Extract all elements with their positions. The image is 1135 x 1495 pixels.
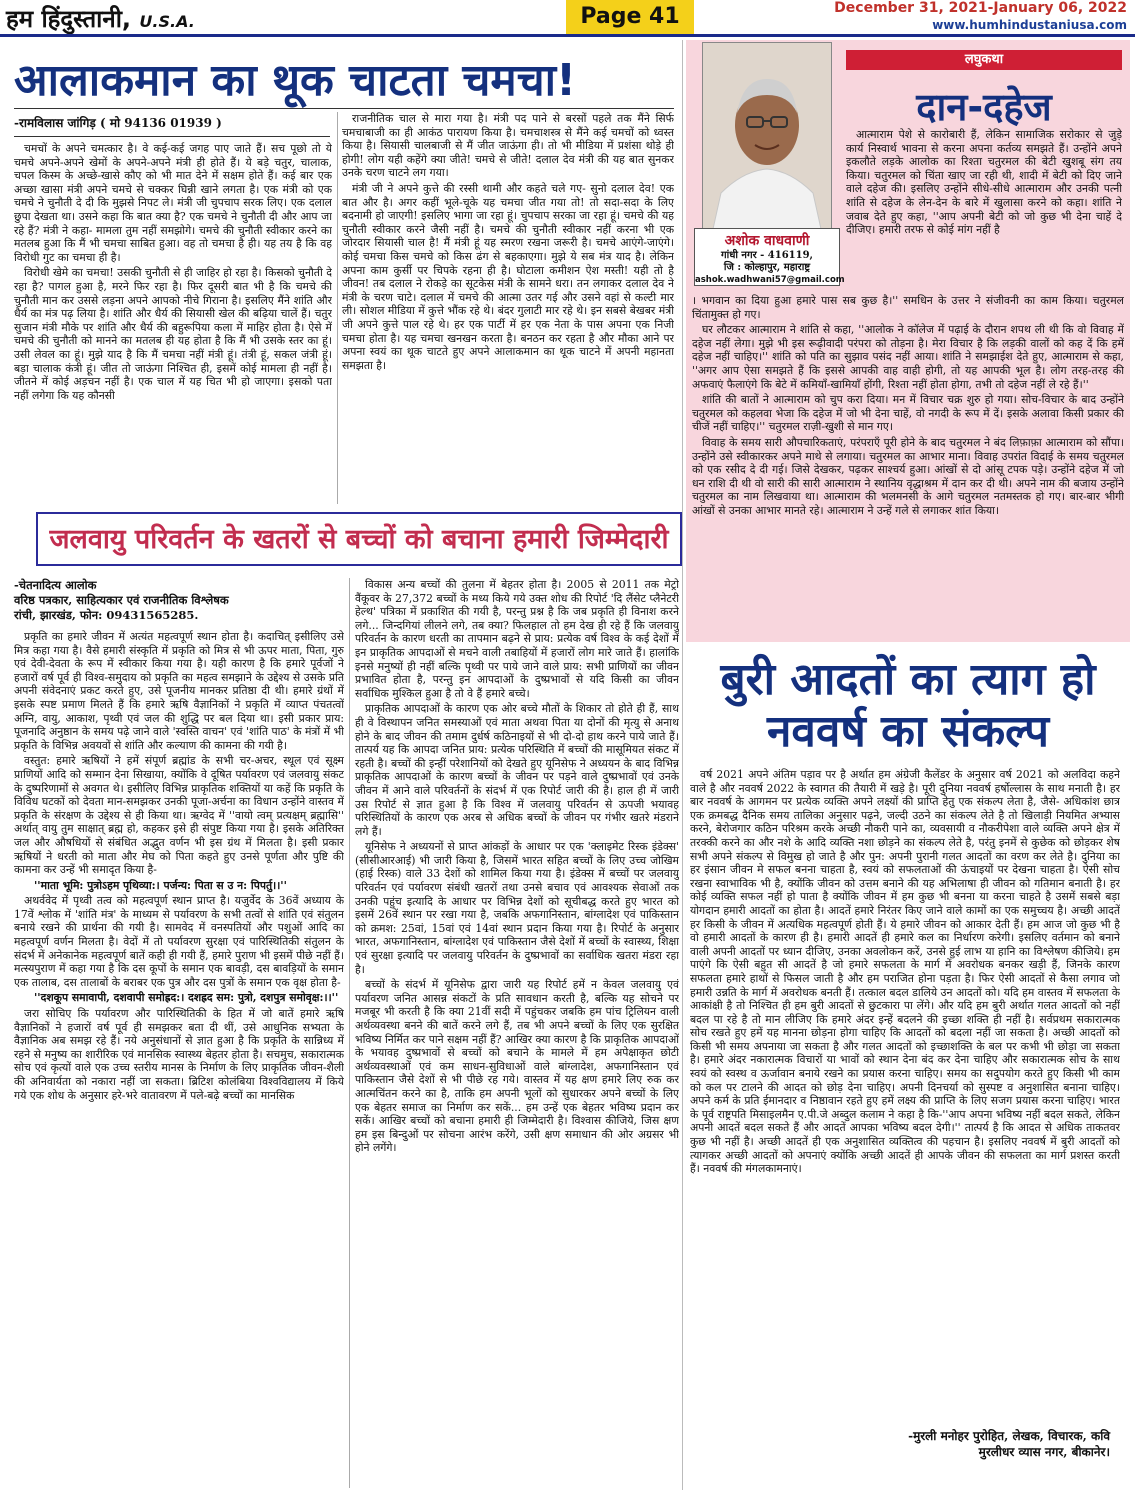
article3-intro xyxy=(846,128,1122,292)
paragraph: विकास अन्य बच्चों की तुलना में बेहतर होता है। 2005 से 2011 तक मेट्रो वैंकूवर के 27,372 बच्चों के मध्य किये गये उक्त शोध की रिपोर्ट 'दि लैंसेट प्लैनेटरी हेल्थ' पत्रिका में प्रकाशित की गयी है, परन्तु प्रश्न है कि जब प्रकृति ही विनाश करने लगे... जिन्दगियां लीलने लगे, तब क्या? फिलहाल तो हम देख ही रहे हैं कि जलवायु परिवर्तन के कारण धरती का तापमान बढ़ने से प्राय: प्रत्येक वर्ष विश्व के कई देशों में इन प्राकृतिक आपदाओं से मचने वाली तबाहियों में हजारों लोग मारे जाते हैं। हालांकि इनसे मनुष्यों ही नहीं बल्कि पृथ्वी पर पाये जाने वाले प्राय: सभी प्राणियों का जीवन प्रभावित होता है, परन्तु इन आपदाओं के दुष्प्रभावों से यदि किसी का जीवन सर्वाधिक मुश्किल हुआ है तो वे हैं हमारे बच्चे। xyxy=(355,578,679,700)
author-title: वरिष्ठ पत्रकार, साहित्यकार एवं राजनीतिक विश्लेषक xyxy=(14,593,229,607)
author-contact: रांची, झारखंड, फोन: 09431565285. xyxy=(14,608,199,622)
article3-headline: दान-दहेज xyxy=(916,85,1052,129)
article3-body xyxy=(692,294,1124,640)
signature-line: मुरलीधर व्यास नगर, बीकानेर। xyxy=(978,1445,1110,1459)
author-caption xyxy=(694,228,845,286)
paragraph: वर्ष 2021 अपने अंतिम पड़ाव पर है अर्थात हम अंग्रेजी कैलेंडर के अनुसार वर्ष 2021 को अलविदा कहने वाले है और नववर्ष 2022 के स्वागत की तैयारी में खड़े है। पूरी दुनिया नववर्ष हर्षोल्लास के साथ मनाती है। हर बार नववर्ष के आगमन पर प्रत्येक व्यक्ति अपने लक्ष्यों की प्राप्ति हेतु एक संकल्प लेता है, जैसे- अधिकांश छात्र एक क्रमबद्ध दैनिक समय तालिका अनुसार पढ़ने, जल्दी उठने का संकल्प लेते है तो खिलाड़ी नियमित अभ्यास करने, बेरोजगार कठिन परिश्रम करके अच्छी नौकरी पाने का, व्यवसायी व नौकरीपेशा वाले व्यक्ति अपने क्षेत्र में तरक्की करने का और नशे के आदि व्यक्ति नशा छोड़ने का संकल्प लेते है, परंतु इनमें से कुछेक को छोड़कर शेष सभी अपने संकल्प से विमुख हो जाते है और पुन: अपनी पुरानी गलत आदतों का वरण कर लेते है। दुनिया का हर इंसान जीवन मे सफल बनना चाहता है, स्वयं को सफलताओं की ऊंचाइयों पर देखना चाहता है। ऐसी सोच रखना स्वाभाविक भी है, क्योंकि जीवन को उत्तम बनाने की यह अभिलाषा ही जीवन को गतिमान बनाती है। हर कोई व्यक्ति सफल नहीं हो पाता है क्योंकि जीवन में हम कुछ भी बनना या करना चाहते है उसमें सबसे बड़ा योगदान हमारी आदतों का होता है। आदतें हमारे निरंतर किए जाने वाले कामों का एक समुच्चय है। अच्छी आदतें हर किसी के जीवन में अत्यधिक महत्वपूर्ण होती हैं। ये हमारे जीवन को आकार देती हैं। हम आज जो कुछ भी है वो हमारी आदतों के कारण ही है। हमारी आदतें ही हमारे कल का निर्धारण करेगी। इसलिए वर्तमान को बनाने वाली अपनी आदतों पर ध्यान दीजिए, उनका अवलोकन करें, उनसे हुई लाभ या हानि का विश्लेषण कीजिये। हम पाएंगे कि ऐसी बहुत सी आदतें है जो हमारे सफलता के मार्ग में अवरोधक बनकर खड़ी हैं, जिनके कारण सफलता हमारे हाथों से फिसल जाती है और हम पराजित होना पड़ता है। फिर ऐसी आदतों से कैसा लगाव जो हमारी उन्नति के मार्ग में अवरोधक बनती हैं। तत्काल बदल डालिये उन आदतों को। यदि हम वास्तव में सफलता के आकांक्षी है तो निश्चित ही हम बुरी आदतों से छुटकारा पा लेंगे। और यदि हम बुरी अर्थात गलत आदतों को नहीं बदल पा रहे है तो मान लीजिए कि हमारे अंदर इन्हें बदलने की इच्छा शक्ति ही नहीं है। सर्वप्रथम सकारात्मक सोच रखते हुए हमें यह मानना छोड़ना होगा चाहिए कि आदतों को बदला नहीं जा सकता है। अच्छी आदतों को किसी भी समय अपनाया जा सकता है और गलत आदतों को इच्छाशक्ति के बल पर कभी भी छोड़ा जा सकता है। हमारे अंदर नकारात्मक विचारों या भावों को स्थान देना बंद कर देना चाहिए और सकारात्मक सोच के साथ स्वयं को स्वस्थ व ऊर्जावान बनाये रखने का प्रयास करना चाहिए। समय का सदुपयोग करते हुए किसी भी काम को कल पर टालने की आदत को छोड़ देना चाहिए। अपनी दिनचर्या को सुस्पष्ट व अनुशासित बनाना चाहिए। अपने कर्म के प्रति ईमानदार व निष्ठावान रहते हुए हमें लक्ष्य की प्राप्ति के लिए सजग प्रयास करना चाहिए। भारत के पूर्व राष्ट्रपति मिसाइलमैन ए.पी.जे अब्दुल कलाम ने कहा है कि-''आप अपना भविष्य नहीं बदल सकते, लेकिन अपनी आदतें बदल सकते हैं और आदतें आपका भविष्य बदल देगी।'' तात्पर्य है कि आदत से अधिक ताकतवर कुछ भी नहीं है। अच्छी आदतें ही एक अनुशासित व्यक्तित्व की पहचान है। इसलिए नववर्ष में बुरी आदतों को त्यागकर अच्छी आदतों को अपनाएं क्योंकि अच्छी आदतें ही आपके जीवन की सफलता का मार्ग प्रशस्त करती हैं। नववर्ष की मंगलकामनाएं। xyxy=(690,768,1120,1176)
column-divider xyxy=(337,112,338,504)
section-kicker: लघुकथा xyxy=(846,50,1122,70)
author-email[interactable]: ashok.wadhwani57@gmail.com xyxy=(695,275,845,285)
paragraph: आत्माराम पेशे से कारोबारी हैं, लेकिन सामाजिक सरोकार से जुड़े कार्य निस्वार्थ भावना से करना अपना कर्तव्य समझते हैं। उन्होंने अपने इकलौते लड़के आलोक का रिश्ता चतुरमल की बेटी खुशबू संग तय किया। चतुरमल को चिंता खाए जा रही थी, शादी में बेटी को दिए जाने वाले दहेज की। इसलिए उन्होंने सीधे-सीधे आत्माराम और उनकी पत्नी शांति से दहेज के लेन-देन के बारे में खुलासा करने को कहा। शांति ने जवाब देते हुए कहा, ''आप अपनी बेटी को जो कुछ भी देना चाहें दे दीजिए। हमारी तरफ से कोई मांग नहीं है xyxy=(846,128,1122,237)
paragraph: घर लौटकर आत्माराम ने शांति से कहा, ''आलोक ने कॉलेज में पढ़ाई के दौरान शपथ ली थी कि वो विवाह में दहेज नहीं लेगा। मुझे भी इस रूढ़ीवादी परंपरा को तोड़ना है। मेरा विचार है कि लड़की वालों को कह दें कि हमें दहेज नहीं चाहिए।'' शांति को पति का सुझाव पसंद नहीं आया। शांति ने समझाईश देते हुए, आत्माराम से कहा, ''अगर आप ऐसा समझते हैं कि इससे आपकी वाह वाही होगी, तो यह आपकी भूल है। लोग तरह-तरह की अफवाएं फैलाएंगे कि बेटे में कमियाँ-खामियाँ होंगी, रिश्ता नहीं होता होगा, तभी तो दहेज नहीं ले रहे हैं।'' xyxy=(692,323,1124,391)
divider xyxy=(14,136,330,137)
masthead-rule xyxy=(0,34,1135,37)
website-link[interactable]: www.humhindustaniusa.com xyxy=(932,18,1127,32)
paragraph: चमचों के अपने चमत्कार है। वे कई-कई जगह पाए जाते हैं। सच पूछो तो ये चमचे अपने-अपने खेमों के अपने-अपने मंत्री ही होते हैं। ये बड़े चतुर, चालाक, चपल किस्म के अच्छे-खासे कौए को भी मात देने में सक्षम होते हैं। कई बार एक अच्छा खासा मंत्री अपने चमचे से चक्कर घिन्नी खाने लगता है। एक मंत्री को एक चमचे ने चुनौती दे दी कि मुझसे निपट ले। मंत्री जी चुपचाप सरक लिए। एक दलाल छुपा देखता था। उसने कहा कि बात क्या है? एक चमचे ने चुनौती दी और आप जा रहे हैं? मंत्री ने कहा- मामला तुम नहीं समझोगे। चमचे की चुनौती स्वीकार करने का मतलब हुआ कि मैं भी चमचा साबित हुआ। वह तो चमचा है ही। यह तय है कि वह विरोधी गुट का चमचा ही है। xyxy=(14,142,332,264)
paragraph: वस्तुत: हमारे ऋषियों ने हमें संपूर्ण ब्रह्मांड के सभी चर-अचर, स्थूल एवं सूक्ष्म प्राणियों आदि को सम्मान देना सिखाया, क्योंकि वे दूषित पर्यावरण एवं जलवायु संकट के दुष्परिणामों से अवगत थे। इसीलिए विभिन्न प्राकृतिक शक्तियों या कहें कि प्रकृति के विविध घटकों को देवता मान-समझकर उनकी पूजा-अर्चना का विधान उन्होंने वास्तव में प्रकृति के संरक्षण के उद्देश्य से ही किया था। ऋग्वेद में ''वायो त्वम् प्रत्यक्षम् ब्रह्मासि'' अर्थात् वायु तुम साक्षात् ब्रह्म हो, कहकर इसे ही संपुष्ट किया गया है। इसके अतिरिक्त जल और औषधियों से संबंधित अद्भुत वर्णन भी इस ग्रंथ में मिलता है। इसी प्रकार ऋषियों ने धरती को माता और मेघ को पिता कहते हुए उनसे पूर्णता और पुष्टि की कामना कर उन्हें भी समादृत किया है- xyxy=(14,754,344,877)
signature-line: -मुरली मनोहर पुरोहित, लेखक, विचारक, कवि xyxy=(908,1429,1110,1443)
article2-column-2 xyxy=(355,578,679,1490)
paragraph: बच्चों के संदर्भ में यूनिसेफ द्वारा जारी यह रिपोर्ट हमें न केवल जलवायु एवं पर्यावरण जनित आसन्न संकटों के प्रति सावधान करती है, बल्कि यह सोचने पर मजबूर भी करती है कि क्या 21वीं सदी में पहुंचकर जबकि हम पांच ट्रिलियन वाली अर्थव्यवस्था बनने की बातें करने लगे हैं, तब भी अपने बच्चों के लिए एक सुरक्षित भविष्य निर्मित कर पाने सक्षम नहीं हैं? आखिर क्या कारण है कि प्राकृतिक आपदाओं के भयावह दुष्प्रभावों से बच्चों को बचाने के मामले में हम अपेक्षाकृत छोटी अर्थव्यवस्थाओं एवं कम साधन-सुविधाओं वाले बांग्लादेश, अफगानिस्तान एवं पाकिस्तान जैसे देशों से भी पीछे रह गये। वास्तव में यह क्षण हमारे लिए रुक कर आत्मचिंतन करने का है, ताकि हम अपनी भूलों को सुधारकर अपने बच्चों के लिए एक बेहतर समाज का निर्माण कर सकें... हम उन्हें एक बेहतर भविष्य प्रदान कर सकें। आखिर बच्चों को बचाना हमारी ही जिम्मेदारी है। विश्वास कीजिये, जिस क्षण हम इस बिन्दुओं पर सोचना आरंभ करेंगे, उसी क्षण समाधान की ओर अग्रसर भी होने लगेंगे। xyxy=(355,978,679,1155)
author-district: जि : कोल्हापुर, महाराष्ट्र xyxy=(723,262,811,273)
divider xyxy=(14,108,674,109)
paragraph: शांति की बातों ने आत्माराम को चुप करा दिया। मन में विचार चक्र शुरु हो गया। सोच-विचार के बाद उन्होंने चतुरमल को कहलवा भेजा कि दहेज में जो भी देना चाहें, वो नगदी के रूप में दें। इसके अलावा किसी प्रकार की चीजें नहीं चाहिए।'' चतुरमल राज़ी-खुशी से मान गए। xyxy=(692,393,1124,434)
issue-date: December 31, 2021-January 06, 2022 xyxy=(834,0,1127,16)
article1-byline: -रामविलास जांगिड़ ( मो 94136 01939 ) xyxy=(14,116,222,130)
paragraph: विवाह के समय सारी औपचारिकताएं, परंपराएँ पूरी होने के बाद चतुरमल ने बंद लिफ़ाफ़ा आत्माराम को सौंपा। उन्होंने उसे स्वीकारकर अपने माथे से लगाया। चतुरमल का आभार माना। विवाह उपरांत विदाई के समय चतुरमल को एक रसीद दे दी गई। जिसे देखकर, पढ़कर साश्चर्य हुआ। आंखों से दो आंसू टपक पड़े। उन्होंने दहेज में जो धन राशि दी थी वो सारी की सारी आत्माराम ने स्थानिय वृद्धाश्रम में दान कर दी थी। अपने नाम की बजाय उन्होंने चतुरमल का नाम लिखवाया था। आत्माराम की भलमनसी के आगे चतुरमल नतमस्तक हो गए। बार-बार भीगी आंखों से उनका आभार मानते रहे। आत्माराम ने उन्हें गले से लगाकर शांत किया। xyxy=(692,435,1124,517)
author-photo xyxy=(702,42,832,230)
article4-body xyxy=(690,768,1120,1424)
paragraph: विरोधी खेमे का चमचा! उसकी चुनौती से ही जाहिर हो रहा है। किसको चुनौती दे रहा है? पागल हुआ है, मरने फिर रहा है। फिर दूसरी बात भी है कि चमचे की चुनौती मान कर उससे लड़ना अपने आपको नीचे गिराना है। इसलिए मैंने शांति और धैर्य का मंत्र पढ़ लिया है। शांति और धैर्य की सियासी खेल की बढ़िया चालें हैं। चतुर सुजान मंत्री मौके पर शांति और धैर्य की बहुरूपिया कला में माहिर होता है। ऐसे में चमचे की चुनौती को मानने का मतलब ही यह होता है कि मैं भी उसके स्तर का हूं। उसी लेवल का हूं। मुझे याद है कि मैं चमचा नहीं मंत्री हूं। तंत्री हूं, सकल जंत्री हूं। बड़ा चालाक कंत्री हूं। जीत तो जाऊंगा निश्चित ही, इसमें कोई मामला ही नहीं है। जीतने में कोई अड़चन नहीं है। एक चाल में यह चित भी हो जाएगा। इसको पता नहीं लगेगा कि यह कौनसी xyxy=(14,266,332,402)
article4-headline xyxy=(686,654,1130,758)
page-column-divider xyxy=(682,40,683,1490)
paragraph: जरा सोचिए कि पर्यावरण और पारिस्थितिकी के हित में जो बातें हमारे ऋषि वैज्ञानिकों ने हजारों वर्ष पूर्व ही समझकर बता दी थीं, उसे आधुनिक सभ्यता के वैज्ञानिक अब समझ रहे हैं। नये अनुसंधानों से ज्ञात हुआ है कि प्रकृति के सान्निध्य में रहने से मनुष्य का शारीरिक एवं मानसिक स्वास्थ्य बेहतर होता है। सचमुच, सकारात्मक सोच एवं कृत्यों वाले एक उच्च स्तरीय मानस के निर्माण के लिए प्राकृतिक जीवन-शैली की अनिवार्यता को नकारा नहीं जा सकता। ब्रिटिश कोलंबिया विश्वविद्यालय में किये गये एक शोध के अनुसार हरे-भरे वातावरण में पले-बढ़े बच्चों का मानसिक xyxy=(14,1007,344,1102)
paragraph: मंत्री जी ने अपने कुत्ते की रस्सी थामी और कहते चले गए- सुनो दलाल देव! एक बात और है। अगर कहीं भूले-चूके यह चमचा जीत गया तो! तो सदा-सदा के लिए बदनामी हो जाएगी! इसलिए भागा जा रहा हूं। चुपचाप सरका जा रहा हूं। चमचे की यह चुनौती स्वीकार करने जैसी नहीं है। चमचे की चुनौती स्वीकार नहीं करना भी एक जोरदार सियासी चाल है! मैं मंत्री हूं यह स्मरण रखना जरूरी है। चमचे आएंगे-जाएंगे। कोई चमचा किस चमचे को किस ढंग से बहकाएगा। मुझे ये सब मंत्र याद है। लेकिन अपना काम कुर्सी पर चिपके रहना ही है। घोटाला कमीशन ऐश मस्ती! यही तो है जीवन! तब दलाल ने रोकड़े का सूटकेस मंत्री के सामने धरा। तन लगाकर दलाल देव ने मंत्री के चरण चाटे। दलाल में चमचे की आत्मा उतर गई और उसने वहां से कल्टी मार ली। सोशल मीडिया में कुत्ते भौंक रहे थे। बंदर गुलाटी मार रहे थे। इन सबसे बेखबर मंत्री जी अपने कुत्ते पाल रहे थे। हर एक पार्टी में हर एक नेता के पास अपना एक निजी चमचा होता है। यह चमचा खनखन करता है। बनठन कर रहता है और मौका आने पर अपना स्वयं का थूक चाटते हुए अपने आलाकमान का थूक चाटने में अपनी महानता समझता है। xyxy=(342,181,674,372)
paragraph: प्राकृतिक आपदाओं के कारण एक ओर बच्चे मौतों के शिकार तो होते ही हैं, साथ ही वे विस्थापन जनित समस्याओं एवं माता अथवा पिता या दोनों की मृत्यु से अनाथ होने के बाद जीवन की तमाम दुर्धर्ष कठिनाइयों से भी दो-दो हाथ करने पाये जाते हैं। तात्पर्य यह कि आपदा जनित प्राय: प्रत्येक परिस्थिति में बच्चों की मासूमियत संकट में रहती है। बच्चों की इन्हीं परेशानियों को देखते हुए यूनिसेफ ने अध्ययन के बाद विभिन्न प्राकृतिक आपदाओं के कारण बच्चों के जीवन पर पड़ने वाले दुष्प्रभावों एवं उनके जीवन में आने वाले परिवर्तनों के संदर्भ में एक रिपोर्ट जारी की है। हाल ही में जारी उस रिपोर्ट से ज्ञात हुआ है कि विश्व में जलवायु परिवर्तन से ऊपजी भयावह परिस्थितियों के कारण एक अरब से अधिक बच्चों के जीवन पर गंभीर खतरे मंडराने लगे हैं। xyxy=(355,702,679,838)
author-name: अशोक वाधवाणी xyxy=(724,233,810,249)
headline-line: बुरी आदतों का त्याग हो xyxy=(720,654,1096,705)
author-address: गांधी नगर - 416119, xyxy=(720,250,814,261)
portrait-icon xyxy=(703,43,831,229)
verse: ''दशकूप समावापी, दशवापी समोह्रद:। दशह्रद सम: पुत्रो, दशपुत्र समोवृक्ष:।।'' xyxy=(34,991,339,1005)
article1-headline: आलाकमान का थूक चाटता चमचा! xyxy=(14,55,577,106)
author-name: -चेतनादित्य आलोक xyxy=(14,578,97,592)
paragraph: अथर्ववेद में पृथ्वी तत्व को महत्वपूर्ण स्थान प्राप्त है। यजुर्वेद के 36वें अध्याय के 17वें श्लोक में 'शांति मंत्र' के माध्यम से पर्यावरण के सभी तत्वों से शांति एवं संतुलन बनाये रखने की प्रार्थना की गयी है। सामवेद में वनस्पतियों और पशुओं आदि का महत्वपूर्ण वर्णन मिलता है। वेदों में तो पर्यावरण सुरक्षा एवं पारिस्थितिकी संतुलन के संदर्भ में अनेकानेक महत्वपूर्ण बातें कही ही गयी हैं, हमारे पुराण भी इसमें पीछे नहीं हैं। मत्स्यपुराण में कहा गया है कि दस कूपों के समान एक बावड़ी, दस बावड़ियों के समान एक तालाब, दस तालाबों के बराबर एक पुत्र और दस पुत्रों के समान एक वृक्ष होता है- xyxy=(14,894,344,989)
verse: ''माता भूमि: पुत्रोऽहम पृथिव्या:। पर्जन्य: पिता स उ न: पिपर्तु।।'' xyxy=(34,878,287,892)
paragraph: राजनीतिक चाल से मारा गया है। मंत्री पद पाने से बरसों पहले तक मैंने सिर्फ चमचाबाजी का ही आकंठ पारायण किया है। चमचाशस्त्र से मैंने कई चमचों को ध्वस्त किया है। सियासी चालबाजी से मैं जीत जाऊंगा ही। तो भी मीडिया में प्रशंसा थोड़े ही होगी! लोग यही कहेंगे क्या जीते! चमचे से जीते! दलाल देव मंत्री की यह बात सुनकर उनके चरण चाटने लग गया। xyxy=(342,112,674,180)
column-divider xyxy=(349,578,350,1488)
paragraph: प्रकृति का हमारे जीवन में अत्यंत महत्वपूर्ण स्थान होता है। कदाचित् इसीलिए उसे मित्र कहा गया है। वैसे हमारी संस्कृति में प्रकृति को मित्र से भी ऊपर माता, पिता, गुरु एवं देवी-देवता के रूप में स्वीकार किया गया है। यही कारण है कि हमारे पूर्वजों ने हजारों वर्ष पूर्व ही विश्व-समुदाय को प्रकृति का महत्व समझाने के उद्देश्य से उसके प्रति अपनी संवेदनाएं प्रकट करते हुए, उसे पूजनीय मानकर प्रतिष्ठा दी थी। हमारे ग्रंथों में इसके स्पष्ट प्रमाण मिलते हैं कि हमारे ऋषि वैज्ञानिकों ने प्रकृति में व्याप्त पंचतत्वों अग्नि, वायु, आकाश, पृथ्वी एवं जल की शुद्धि पर बल दिया था। इसी प्रकार प्राय: पूजनादि अनुष्ठान के समय पढ़े जाने वाले 'स्वस्ति वाचन' एवं 'शांति पाठ' के मंत्रों में भी प्रकृति के विभिन्न अवयवों से शांति और कल्याण की कामना की गयी है। xyxy=(14,630,344,752)
article1-column-1 xyxy=(14,142,332,506)
article2-byline xyxy=(14,578,344,623)
paragraph: यूनिसेफ ने अध्ययनों से प्राप्त आंकड़ों के आधार पर एक 'क्लाइमेट रिस्क इंडेक्स' (सीसीआरआई) भी जारी किया है, जिसमें भारत सहित बच्चों के लिए उच्च जोखिम (हाई रिस्क) वाले 33 देशों को शामिल किया गया है। इंडेक्स में बच्चों पर जलवायु परिवर्तन एवं पर्यावरण संबंधी खतरों तथा उनसे बचाव एवं आवश्यक सेवाओं तक उनकी पहुंच इत्यादि के आधार पर विभिन्न देशों को सूचीबद्ध करते हुए भारत को इसमें 26वें स्थान पर रखा गया है, जबकि अफगानिस्तान, बांग्लादेश एवं पाकिस्तान को क्रमश: 25वां, 15वां एवं 14वां स्थान प्रदान किया गया है। रिपोर्ट के अनुसार भारत, अफगानिस्तान, बांग्लादेश एवं पाकिस्तान जैसे देशों में बच्चों के स्वास्थ्य, शिक्षा एवं सुरक्षा इत्यादि पर जलवायु परिवर्तन के दुष्प्रभावों का सर्वाधिक खतरा मंडरा रहा है। xyxy=(355,840,679,976)
headline-line: नववर्ष का संकल्प xyxy=(766,706,1049,757)
paragraph: । भगवान का दिया हुआ हमारे पास सब कुछ है।'' समधिन के उत्तर ने संजीवनी का काम किया। चतुरमल चिंतामुक्त हो गए। xyxy=(692,294,1124,321)
region-label: U.S.A. xyxy=(139,12,195,31)
article1-column-2 xyxy=(342,112,674,506)
article2-headline: जलवायु परिवर्तन के खतरों से बच्चों को बचाना हमारी जिम्मेदारी xyxy=(49,524,669,555)
article4-signature xyxy=(690,1428,1110,1460)
article2-column-1 xyxy=(14,630,344,1490)
page-number: Page 41 xyxy=(580,4,680,29)
paper-name: हम हिंदुस्तानी, U.S.A. xyxy=(6,5,195,33)
